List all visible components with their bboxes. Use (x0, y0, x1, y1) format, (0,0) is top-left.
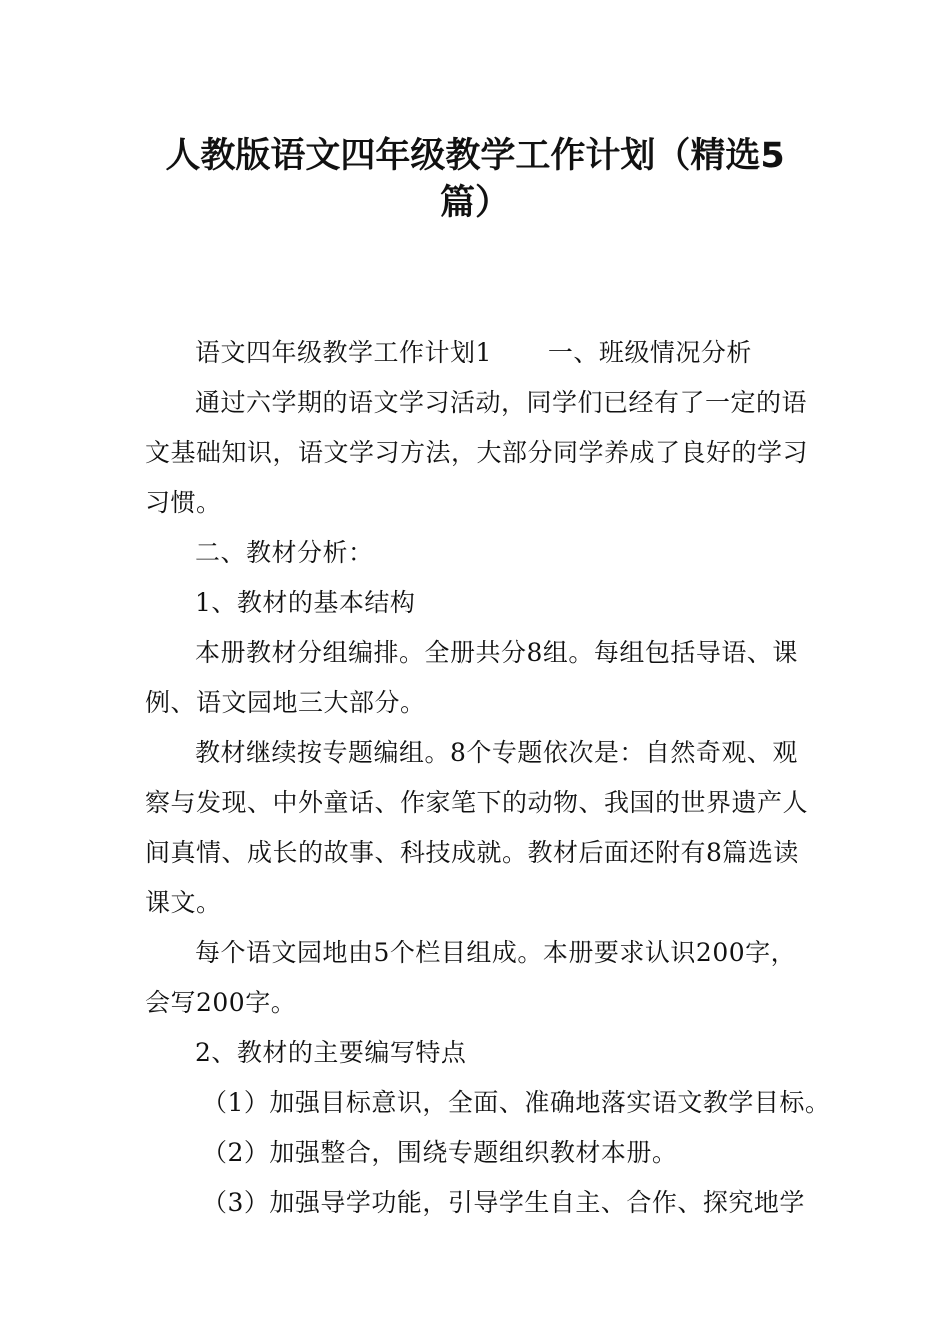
paragraph-language-garden: 每个语文园地由5个栏目组成。本册要求认识200字，会写200字。 (145, 938, 797, 1017)
document-title-line-1: 人教版语文四年级教学工作计划（精选5 (165, 136, 785, 176)
section-heading-class-analysis: 一、班级情况分析 (547, 338, 752, 367)
feature-item-1: （1）加强目标意识，全面、准确地落实语文教学目标。 (202, 1088, 831, 1117)
paragraph-textbook-grouping: 本册教材分组编排。全册共分8组。每组包括导语、课例、语文园地三大部分。 (145, 638, 798, 717)
paragraph-textbook-topics: 教材继续按专题编组。8个专题依次是：自然奇观、观察与发现、中外童话、作家笔下的动物、我国的世界遗产人间真情、成长的故事、科技成就。教材后面还附有8篇选读课文。 (145, 738, 809, 917)
section-heading-textbook-analysis: 二、教材分析： (195, 538, 374, 567)
feature-item-3: （3）加强导学功能，引导学生自主、合作、探究地学 (202, 1188, 805, 1217)
document-body (145, 328, 831, 1228)
plan-heading-line (145, 328, 810, 378)
document-title-line-2: 篇） (439, 183, 510, 223)
feature-item-2: （2）加强整合，围绕专题组织教材本册。 (202, 1138, 678, 1167)
subheading-basic-structure: 1、教材的基本结构 (195, 588, 416, 617)
plan-heading: 语文四年级教学工作计划1 (195, 338, 492, 367)
paragraph-class-analysis: 通过六学期的语文学习活动，同学们已经有了一定的语文基础知识，语文学习方法，大部分同学养成了良好的学习习惯。 (145, 388, 809, 517)
subheading-main-features: 2、教材的主要编写特点 (195, 1038, 467, 1067)
